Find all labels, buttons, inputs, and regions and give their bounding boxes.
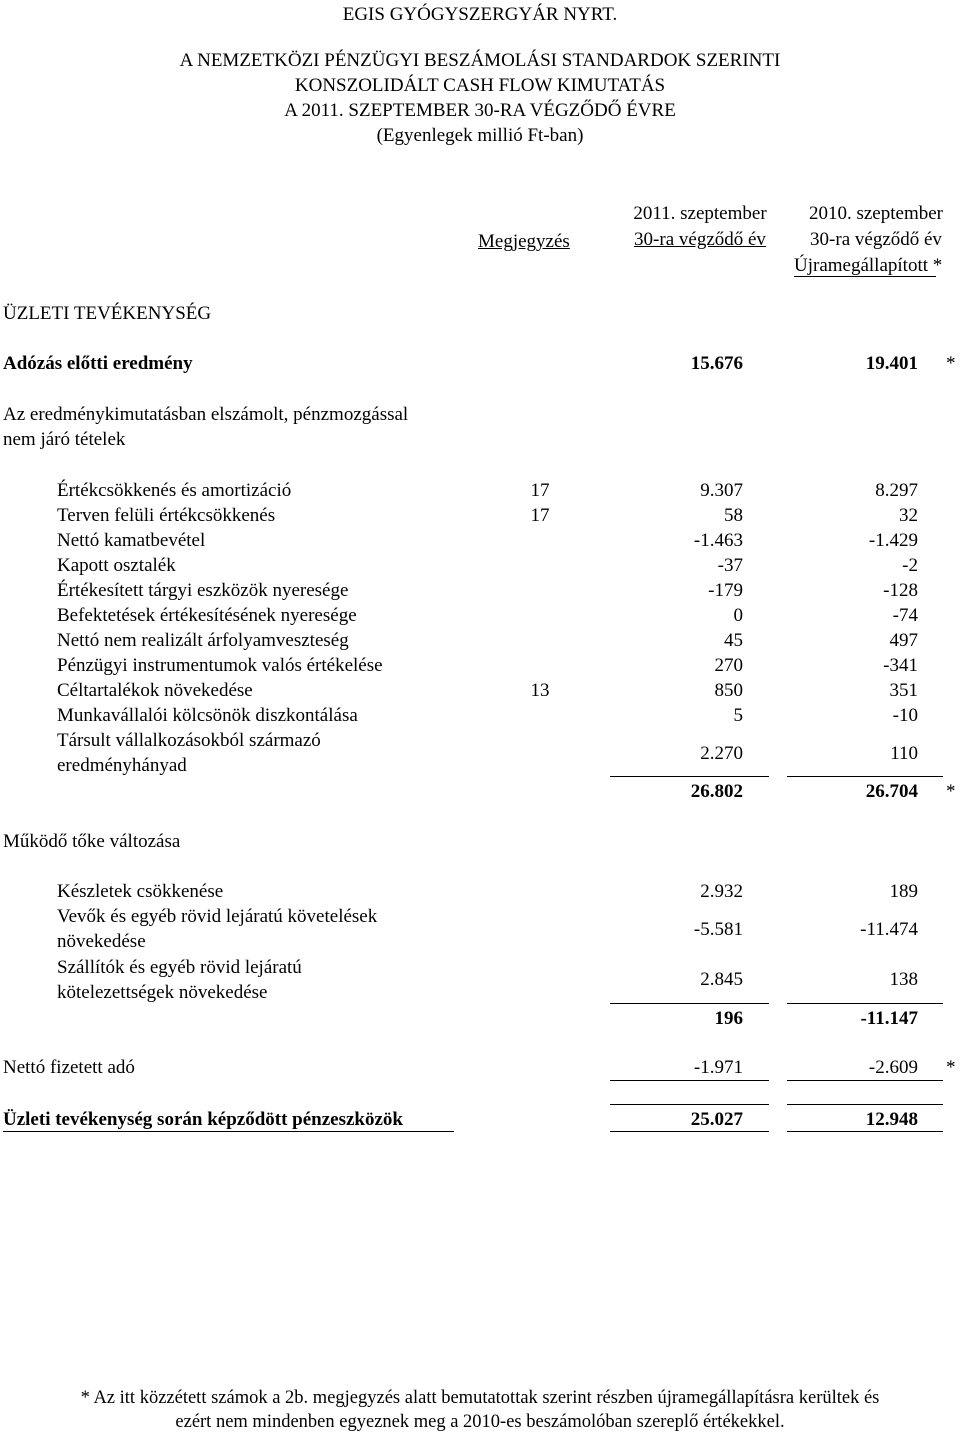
payables-label-line2: kötelezettségek növekedése <box>57 982 268 1003</box>
pretax-label: Adózás előtti eredmény <box>3 353 193 374</box>
noncash-item-label: Nettó kamatbevétel <box>57 530 206 551</box>
subtotal1-restated-marker: * <box>946 781 956 802</box>
noncash-item-2011: -37 <box>717 555 743 576</box>
noncash-item-label: Befektetések értékesítésének nyeresége <box>57 605 357 626</box>
tax-restated-marker: * <box>946 1057 956 1078</box>
noncash-item-label: Munkavállalói kölcsönök diszkontálása <box>57 705 358 726</box>
working-capital-heading: Működő tőke változása <box>3 831 181 852</box>
noncash-item-2011: 58 <box>724 505 743 526</box>
total-top-rule-2011 <box>610 1104 769 1105</box>
total-bottom-rule-2011 <box>610 1131 769 1132</box>
noncash-heading-line2: nem járó tételek <box>3 429 126 450</box>
noncash-item-2011: -1.463 <box>693 530 743 551</box>
receivables-2010: -11.474 <box>860 919 918 940</box>
payables-label-line1: Szállítók és egyéb rövid lejáratú <box>57 957 302 978</box>
inventory-2011: 2.932 <box>700 881 743 902</box>
footnote-line1: * Az itt közzétett számok a 2b. megjegyzés alatt bemutatottak szerint részben újramegállapításra kerültek és <box>80 1388 880 1408</box>
total-label-underline <box>3 1131 454 1132</box>
subtotal1-rule-2011 <box>610 776 769 777</box>
tax-rule-2010 <box>787 1080 943 1081</box>
subtotal2-rule-2010 <box>787 1003 943 1004</box>
pretax-restated-marker: * <box>946 353 956 374</box>
footnote-line2: ezért nem mindenben egyeznek meg a 2010-es beszámolóban szereplő értékekkel. <box>175 1412 785 1432</box>
noncash-item-2011: 45 <box>724 630 743 651</box>
tax-2010: -2.609 <box>868 1057 918 1078</box>
statement-title-line3: A 2011. SZEPTEMBER 30-RA VÉGZŐDŐ ÉVRE <box>284 100 676 121</box>
current-year-header-line2: 30-ra végződő év <box>634 229 766 250</box>
noncash-item-label: Terven felüli értékcsökkenés <box>57 505 276 526</box>
tax-label: Nettó fizetett adó <box>3 1057 135 1078</box>
noncash-item-2011: 9.307 <box>700 480 743 501</box>
units-note: (Egyenlegek millió Ft-ban) <box>376 125 584 146</box>
noncash-item-2010: 32 <box>899 505 918 526</box>
subtotal1-rule-2010 <box>787 776 943 777</box>
associates-2010: 110 <box>890 743 918 764</box>
subtotal2-2010: -11.147 <box>860 1008 918 1029</box>
noncash-item-label: Kapott osztalék <box>57 555 176 576</box>
noncash-item-note: 17 <box>530 480 550 501</box>
subtotal2-2011: 196 <box>714 1008 743 1029</box>
subtotal1-2011: 26.802 <box>690 781 743 802</box>
noncash-item-2010: 497 <box>889 630 918 651</box>
subtotal1-2010: 26.704 <box>865 781 918 802</box>
payables-2011: 2.845 <box>700 969 743 990</box>
pretax-2010: 19.401 <box>865 353 918 374</box>
subtotal2-rule-2011 <box>610 1003 769 1004</box>
tax-rule-2011 <box>610 1080 769 1081</box>
section-title: ÜZLETI TEVÉKENYSÉG <box>3 303 212 324</box>
noncash-item-label: Nettó nem realizált árfolyamveszteség <box>57 630 349 651</box>
noncash-item-label: Értékcsökkenés és amortizáció <box>57 480 292 501</box>
receivables-label-line1: Vevők és egyéb rövid lejáratú követelések <box>57 906 378 927</box>
statement-title-line1: A NEMZETKÖZI PÉNZÜGYI BESZÁMOLÁSI STANDARDOK SZERINTI <box>179 50 781 71</box>
payables-2010: 138 <box>889 969 918 990</box>
prior-year-header-line3: Újramegállapított * <box>794 255 943 276</box>
prior-year-header-line1: 2010. szeptember <box>808 203 943 224</box>
noncash-item-note: 13 <box>530 680 550 701</box>
inventory-label: Készletek csökkenése <box>57 881 224 902</box>
total-bottom-rule-2010 <box>787 1131 943 1132</box>
prior-year-header-line2: 30-ra végződő év <box>810 229 942 250</box>
associates-2011: 2.270 <box>700 743 743 764</box>
associates-label-line1: Társult vállalkozásokból származó <box>57 730 321 751</box>
receivables-label-line2: növekedése <box>57 931 146 952</box>
receivables-2011: -5.581 <box>693 919 743 940</box>
note-column-header: Megjegyzés <box>478 231 570 252</box>
pretax-2011: 15.676 <box>690 353 743 374</box>
total-2010: 12.948 <box>865 1109 918 1130</box>
noncash-item-2011: 5 <box>733 705 743 726</box>
noncash-item-2011: 850 <box>714 680 743 701</box>
noncash-item-2010: -2 <box>902 555 918 576</box>
noncash-item-note: 17 <box>530 505 550 526</box>
inventory-2010: 189 <box>889 881 918 902</box>
noncash-item-2010: -128 <box>883 580 918 601</box>
noncash-item-2011: -179 <box>708 580 743 601</box>
noncash-item-2010: -1.429 <box>868 530 918 551</box>
total-2011: 25.027 <box>690 1109 743 1130</box>
noncash-item-2010: -10 <box>892 705 918 726</box>
company-name: EGIS GYÓGYSZERGYÁR NYRT. <box>342 4 618 25</box>
associates-label-line2: eredményhányad <box>57 755 187 776</box>
noncash-item-2010: 351 <box>889 680 918 701</box>
noncash-item-2010: 8.297 <box>875 480 918 501</box>
noncash-item-label: Pénzügyi instrumentumok valós értékelése <box>57 655 383 676</box>
tax-2011: -1.971 <box>693 1057 743 1078</box>
current-year-header-line1: 2011. szeptember <box>633 203 767 224</box>
prior-year-header-underline <box>794 276 936 277</box>
noncash-item-2011: 270 <box>714 655 743 676</box>
noncash-item-2010: -74 <box>892 605 918 626</box>
statement-title-line2: KONSZOLIDÁLT CASH FLOW KIMUTATÁS <box>294 75 666 96</box>
noncash-item-label: Értékesített tárgyi eszközök nyeresége <box>57 580 349 601</box>
noncash-item-2011: 0 <box>733 605 743 626</box>
noncash-heading-line1: Az eredménykimutatásban elszámolt, pénzmozgással <box>3 404 409 425</box>
total-top-rule-2010 <box>787 1104 943 1105</box>
total-label: Üzleti tevékenység során képződött pénzeszközök <box>3 1109 404 1130</box>
noncash-item-2010: -341 <box>883 655 918 676</box>
noncash-item-label: Céltartalékok növekedése <box>57 680 253 701</box>
